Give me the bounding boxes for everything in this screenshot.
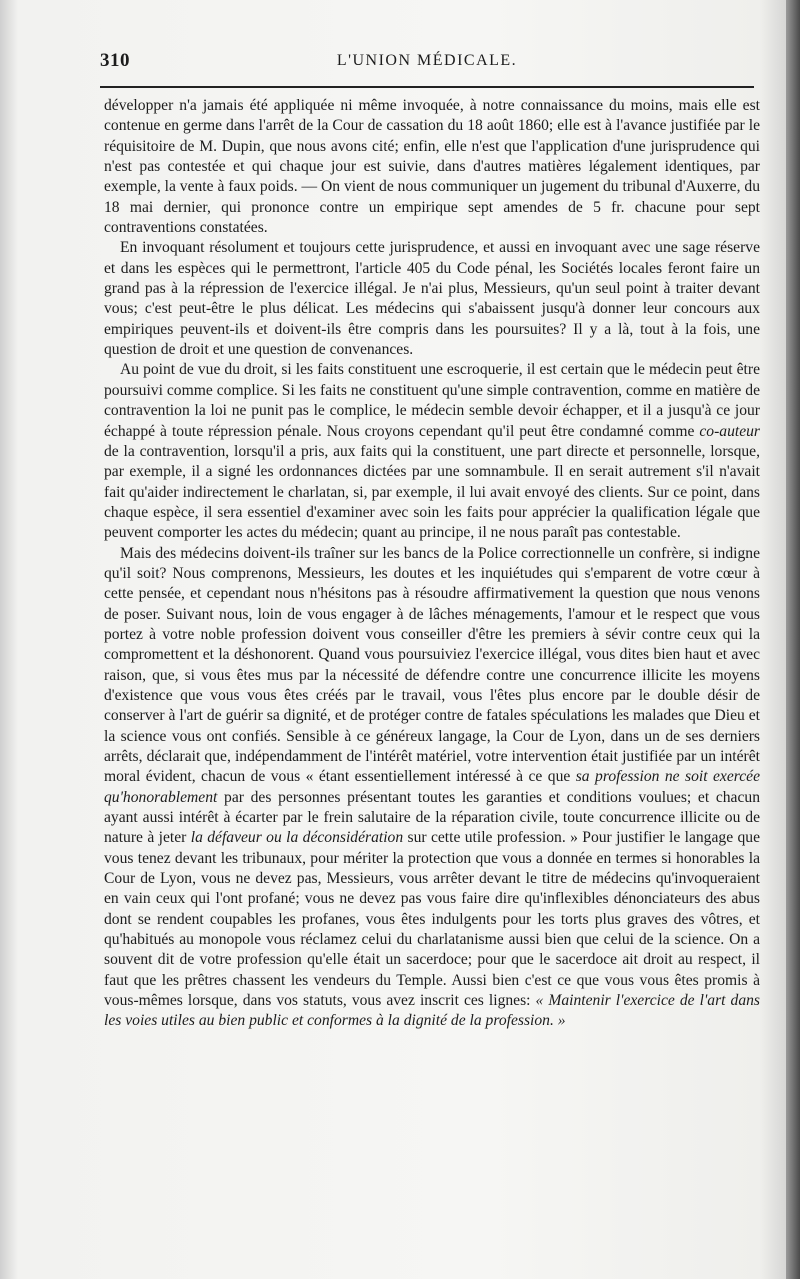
body-text [104, 96, 760, 1032]
paragraph-1 [104, 96, 760, 238]
italic-text: sa profession ne soit exercée qu'honorablement [104, 768, 760, 806]
page-edge-shadow [786, 0, 800, 1279]
page-number: 310 [100, 50, 130, 71]
text-segment: Mais des médecins doivent-ils traîner sur les bancs de la Police correctionnelle un confrère, si indigne qu'il soit? Nous comprenons, Messieurs, les doutes et les inquiétudes qui s'emparent de votre cœur à cette pensée, et cependant nous n'hésitons pas à résoudre affirmativement la question que nous venons de poser. Suivant nous, loin de vous engager à de lâches ménagements, l'amour et le respect que vous portez à votre noble profession doivent vous conseiller d'être les premiers à sévir contre ceux qui la compromettent et la déshonorent. Quand vous poursuiviez l'exercice illégal, vous dites bien haut et avec raison, que, si vous êtes mus par la nécessité de défendre contre une concurrence illicite les moyens d'existence que vous vous êtes créés par le travail, vous l'êtes plus encore par le double désir de conserver à l'art de guérir sa dignité, et de protéger contre de fatales spéculations les malades que Dieu et la science vous ont confiés. Sensible à ce généreux langage, la Cour de Lyon, dans un de ses derniers arrêts, déclarait que, indépendamment de l'intérêt matériel, votre intervention était justifiée par un intérêt moral évident, chacun de vous « étant essentiellement intéressé à ce que [104, 544, 760, 786]
italic-text: « Maintenir l'exercice de l'art dans les voies utiles au bien public et conformes à la dignité de la profession. » [104, 992, 760, 1030]
text-segment: En invoquant résolument et toujours cette jurisprudence, et aussi en invoquant avec une sage réserve et dans les espèces qui le permettront, l'article 405 du Code pénal, les Sociétés locales feront faire un grand pas à la répression de l'exercice illégal. Je n'ai plus, Messieurs, qu'un seul point à traiter devant vous; c'est peut-être le plus délicat. Les médecins qui s'abaissent jusqu'à donner leur concours aux empiriques peuvent-ils et doivent-ils être compris dans les poursuites? Il y a là, tout à la fois, une question de droit et une question de convenances. [104, 239, 760, 359]
text-segment: par des personnes présentant toutes les garanties et conditions voulues; et chacun ayant aussi intérêt à écarter par le frein salutaire de la réparation civile, toute concurrence illicite ou de nature à jeter [104, 788, 760, 847]
paragraph-2 [104, 238, 760, 360]
text-segment: Au point de vue du droit, si les faits constituent une escroquerie, il est certain que le médecin peut être poursuivi comme complice. Si les faits ne constituent qu'une simple contravention, comme en matière de contravention la loi ne punit pas le complice, le médecin semble devoir échapper, et il a jusqu'à ce jour échappé à toute répression pénale. Nous croyons cependant qu'il peut être condamné comme [104, 361, 760, 440]
running-title: L'UNION MÉDICALE. [336, 52, 518, 69]
header-rule [100, 86, 754, 88]
italic-text: la défaveur ou la déconsidération [190, 829, 404, 847]
page-header [98, 50, 756, 80]
text-segment: développer n'a jamais été appliquée ni même invoquée, à notre connaissance du moins, mais elle est contenue en germe dans l'arrêt de la Cour de cassation du 18 août 1860; elle est à l'avance justifiée par le réquisitoire de M. Dupin, que nous avons cité; enfin, elle n'est que l'application d'une jurisprudence qui n'est pas contestée et qui chaque jour est suivie, dans d'autres matières légalement identiques, par exemple, la vente à faux poids. — On vient de nous communiquer un jugement du tribunal d'Auxerre, du 18 mai dernier, qui prononce contre un empirique sept amendes de 5 fr. chacune pour sept contraventions constatées. [104, 97, 760, 237]
text-segment: sur cette utile profession. » Pour justifier le langage que vous tenez devant les tribunaux, pour mériter la protection que vous a donnée en termes si honorables la Cour de Lyon, vous ne devez pas, Messieurs, vous arrêter devant le titre de médecins qu'invoqueraient en vain ceux qui l'ont profané; vous ne devez pas vous faire dire qu'inflexibles dénonciateurs des abus dont se rendent coupables les profanes, vous êtes indulgents pour les torts plus graves des vôtres, et qu'habitués au monopole vous réclamez celui du charlatanisme aussi bien que celui de la science. On a souvent dit de votre profession qu'elle était un sacerdoce; pour que le sacerdoce ait droit au respect, il faut que les prêtres chassent les vendeurs du Temple. Aussi bien c'est ce que vous vous êtes promis à vous-mêmes lorsque, dans vos statuts, vous avez inscrit ces lignes: [104, 829, 761, 1010]
italic-text: co-auteur [699, 422, 760, 440]
paragraph-4 [104, 544, 760, 1032]
text-segment: de la contravention, lorsqu'il a pris, aux faits qui la constituent, une part directe et personnelle, lorsque, par exemple, il a signé les ordonnances dictées par une somnambule. Il en serait autrement s'il n'avait fait qu'aider indirectement le charlatan, si, par exemple, il lui avait envoyé des clients. Sur ce point, dans chaque espèce, il sera essentiel d'examiner avec soin les faits pour apprécier la qualification légale que peuvent comporter les actes du médecin; quant au principe, il ne nous paraît pas contestable. [104, 442, 760, 542]
paragraph-3 [104, 360, 760, 543]
